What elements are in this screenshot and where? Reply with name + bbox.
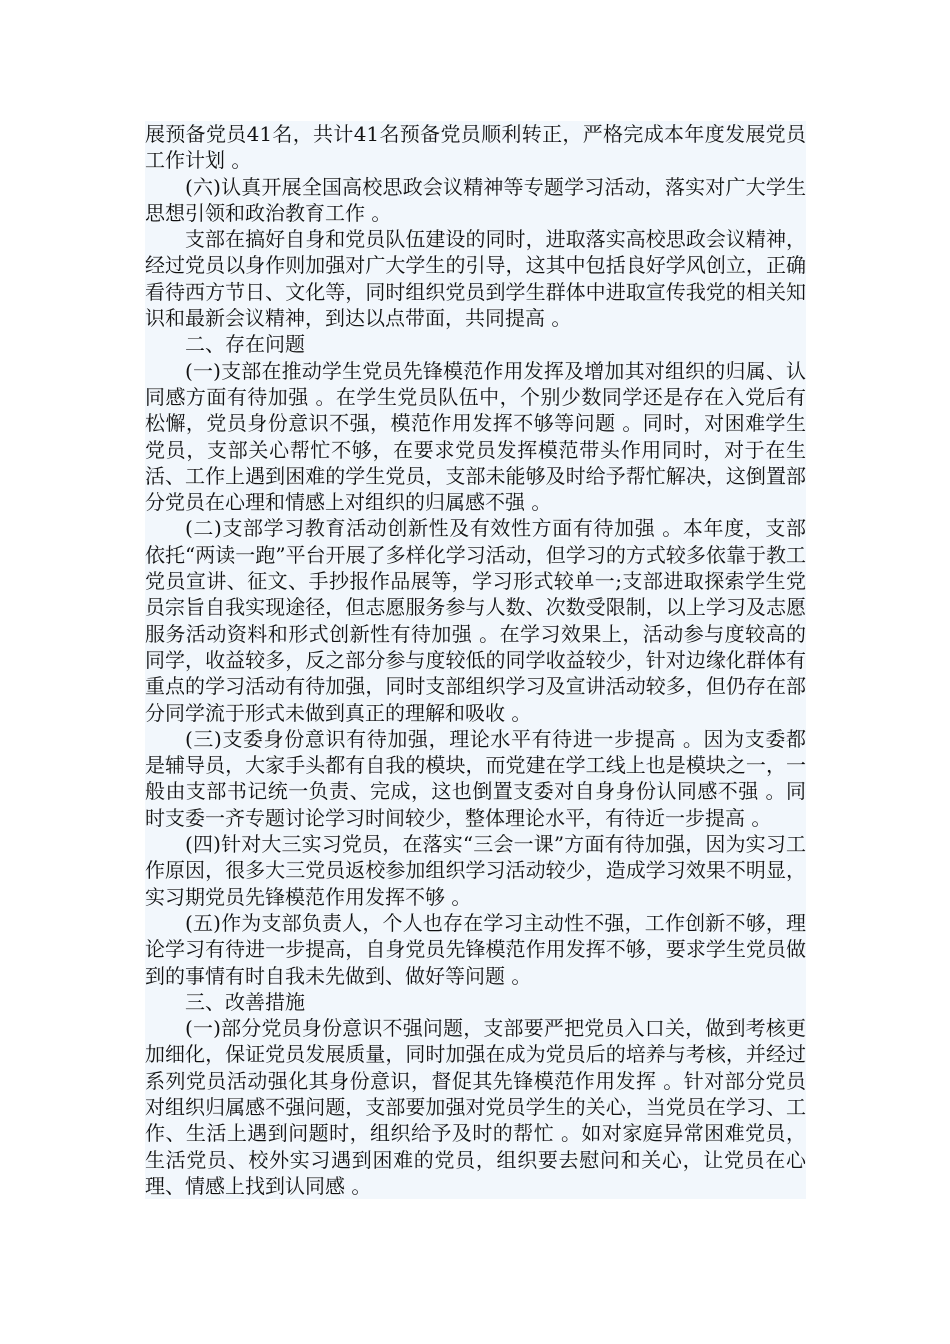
section-heading-problems: 二、存在问题 bbox=[185, 332, 305, 357]
paragraph-item-six: (六)认真开展全国高校思政会议精神等专题学习活动，落实对广大学生思想引领和政治教育工作 。 bbox=[145, 174, 806, 225]
paragraph-problem-three: (三)支委身份意识有待加强，理论水平有待进一步提高 。因为支委都是辅导员，大家手头都有自我的模块，而党建在学工线上也是模块之一，一般由支部书记统一负责、完成，这也倒置支委对自身身份认同感不强 。同时支委一齐专题讨论学习时间较少，整体理论水平，有待近一步提高 。 bbox=[145, 726, 806, 830]
document-body bbox=[145, 121, 806, 1199]
paragraph-measure-one: (一)部分党员身份意识不强问题，支部要严把党员入口关，做到考核更加细化，保证党员发展质量，同时加强在成为党员后的培养与考核，并经过系列党员活动强化其身份意识，督促其先锋模范作用发挥 。针对部分党员对组织归属感不强问题，支部要加强对党员学生的关心，当党员在学习、工作、生活上遇到问题时，组织给予及时的帮忙 。如对家庭异常困难党员，生活党员、校外实习遇到困难的党员，组织要去慰问和关心，让党员在心理、情感上找到认同感 。 bbox=[145, 1016, 806, 1198]
paragraph-problem-two: (二)支部学习教育活动创新性及有效性方面有待加强 。本年度，支部依托“两读一跑”平台开展了多样化学习活动，但学习的方式较多依靠于教工党员宣讲、征文、手抄报作品展等，学习形式较单一;支部进取探索学生党员宗旨自我实现途径，但志愿服务参与人数、次数受限制，以上学习及志愿服务活动资料和形式创新性有待加强 。在学习效果上，活动参与度较高的同学，收益较多，反之部分参与度较低的同学收益较少，针对边缘化群体有重点的学习活动有待加强，同时支部组织学习及宣讲活动较多，但仍存在部分同学流于形式未做到真正的理解和吸收 。 bbox=[145, 516, 806, 725]
paragraph-problem-one: (一)支部在推动学生党员先锋模范作用发挥及增加其对组织的归属、认同感方面有待加强 。在学生党员队伍中，个别少数同学还是存在入党后有松懈，党员身份意识不强，模范作用发挥不够等问题 。同时，对困难学生党员，支部关心帮忙不够，在要求党员发挥模范带头作用同时，对于在生活、工作上遇到困难的学生党员，支部未能够及时给予帮忙解决，这倒置部分党员在心理和情感上对组织的归属感不强 。 bbox=[145, 358, 806, 515]
paragraph-problem-four: (四)针对大三实习党员，在落实“三会一课”方面有待加强，因为实习工作原因，很多大三党员返校参加组织学习活动较少，造成学习效果不明显，实习期党员先锋模范作用发挥不够 。 bbox=[145, 832, 806, 909]
paragraph-continuation: 展预备党员41名，共计41名预备党员顺利转正，严格完成本年度发展党员工作计划 。 bbox=[145, 122, 806, 173]
paragraph-problem-five: (五)作为支部负责人，个人也存在学习主动性不强，工作创新不够，理论学习有待进一步提高，自身党员先锋模范作用发挥不够，要求学生党员做到的事情有时自我未先做到、做好等问题 。 bbox=[145, 910, 806, 988]
section-heading-measures: 三、改善措施 bbox=[185, 989, 305, 1014]
paragraph-branch-work: 支部在搞好自身和党员队伍建设的同时，进取落实高校思政会议精神，经过党员以身作则加强对广大学生的引导，这其中包括良好学风创立，正确看待西方节日、文化等，同时组织党员到学生群体中进取宣传我党的相关知识和最新会议精神，到达以点带面，共同提高 。 bbox=[145, 227, 806, 331]
